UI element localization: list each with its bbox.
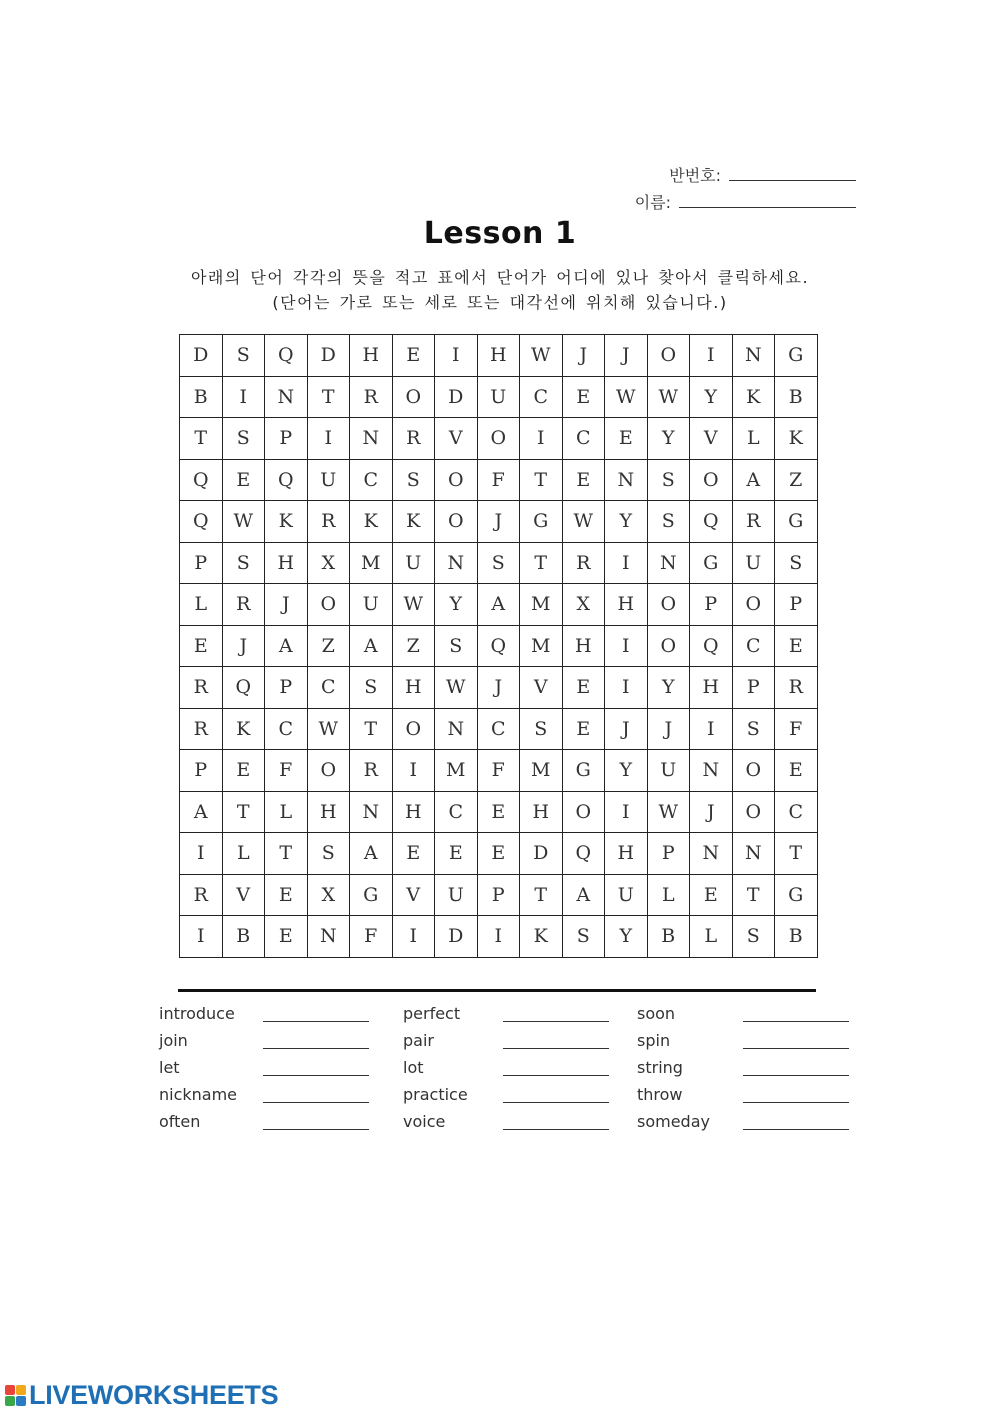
word-label: someday: [637, 1112, 710, 1131]
grid-cell[interactable]: N: [732, 335, 775, 377]
word-label: often: [159, 1112, 201, 1131]
class-number-field: [669, 163, 856, 186]
grid-cell[interactable]: W: [520, 335, 563, 377]
grid-cell[interactable]: C: [520, 376, 563, 418]
grid-cell[interactable]: T: [265, 833, 308, 875]
grid-cell[interactable]: J: [605, 708, 648, 750]
class-number-blank[interactable]: [729, 166, 856, 181]
grid-cell[interactable]: E: [180, 625, 223, 667]
grid-cell[interactable]: E: [775, 625, 818, 667]
grid-cell[interactable]: P: [180, 750, 223, 792]
grid-cell[interactable]: U: [477, 376, 520, 418]
grid-cell[interactable]: I: [605, 791, 648, 833]
grid-cell[interactable]: S: [775, 542, 818, 584]
grid-cell[interactable]: E: [562, 376, 605, 418]
grid-cell[interactable]: O: [732, 750, 775, 792]
grid-cell[interactable]: O: [690, 459, 733, 501]
grid-cell[interactable]: P: [775, 584, 818, 626]
grid-cell[interactable]: E: [435, 833, 478, 875]
grid-cell[interactable]: Y: [435, 584, 478, 626]
grid-cell[interactable]: O: [392, 708, 435, 750]
meaning-input[interactable]: [263, 1048, 369, 1049]
meaning-input[interactable]: [743, 1102, 849, 1103]
grid-cell[interactable]: L: [222, 833, 265, 875]
grid-cell[interactable]: H: [605, 833, 648, 875]
grid-cell[interactable]: E: [562, 667, 605, 709]
grid-cell[interactable]: E: [690, 874, 733, 916]
grid-cell[interactable]: Q: [562, 833, 605, 875]
grid-row: [180, 418, 818, 460]
grid-cell[interactable]: V: [222, 874, 265, 916]
grid-cell[interactable]: N: [435, 708, 478, 750]
grid-cell[interactable]: C: [562, 418, 605, 460]
name-blank[interactable]: [679, 193, 856, 208]
brand-blocks-icon: [5, 1385, 26, 1406]
meaning-input[interactable]: [263, 1129, 369, 1130]
grid-cell[interactable]: I: [392, 750, 435, 792]
grid-cell[interactable]: U: [435, 874, 478, 916]
grid-cell[interactable]: A: [732, 459, 775, 501]
grid-cell[interactable]: S: [222, 418, 265, 460]
grid-cell[interactable]: H: [392, 667, 435, 709]
grid-cell[interactable]: I: [392, 916, 435, 958]
grid-cell[interactable]: H: [477, 335, 520, 377]
grid-cell[interactable]: R: [222, 584, 265, 626]
grid-cell[interactable]: E: [477, 791, 520, 833]
grid-cell[interactable]: T: [350, 708, 393, 750]
grid-cell[interactable]: L: [265, 791, 308, 833]
grid-cell[interactable]: O: [477, 418, 520, 460]
grid-cell[interactable]: D: [520, 833, 563, 875]
grid-cell[interactable]: Y: [647, 418, 690, 460]
grid-cell[interactable]: O: [562, 791, 605, 833]
grid-row: [180, 667, 818, 709]
grid-cell[interactable]: U: [307, 459, 350, 501]
grid-cell[interactable]: C: [435, 791, 478, 833]
grid-cell[interactable]: R: [180, 708, 223, 750]
word-label: nickname: [159, 1085, 238, 1104]
grid-cell[interactable]: I: [222, 376, 265, 418]
grid-cell[interactable]: U: [392, 542, 435, 584]
grid-cell[interactable]: N: [265, 376, 308, 418]
grid-row: [180, 376, 818, 418]
grid-cell[interactable]: V: [520, 667, 563, 709]
grid-cell[interactable]: O: [435, 501, 478, 543]
grid-cell[interactable]: T: [775, 833, 818, 875]
grid-cell[interactable]: T: [222, 791, 265, 833]
meaning-input[interactable]: [503, 1102, 609, 1103]
grid-cell[interactable]: M: [520, 750, 563, 792]
divider: [178, 989, 816, 992]
grid-cell[interactable]: Q: [265, 459, 308, 501]
grid-cell[interactable]: E: [222, 459, 265, 501]
grid-cell[interactable]: Q: [265, 335, 308, 377]
grid-row: [180, 750, 818, 792]
grid-cell[interactable]: Q: [690, 625, 733, 667]
grid-cell[interactable]: D: [180, 335, 223, 377]
grid-cell[interactable]: C: [265, 708, 308, 750]
grid-row: [180, 501, 818, 543]
grid-cell[interactable]: E: [265, 874, 308, 916]
grid-cell[interactable]: L: [732, 418, 775, 460]
grid-cell[interactable]: S: [647, 459, 690, 501]
meaning-input[interactable]: [503, 1021, 609, 1022]
grid-cell[interactable]: C: [307, 667, 350, 709]
grid-cell[interactable]: Y: [690, 376, 733, 418]
grid-cell[interactable]: N: [647, 542, 690, 584]
grid-cell[interactable]: M: [520, 625, 563, 667]
grid-cell[interactable]: G: [562, 750, 605, 792]
grid-cell[interactable]: Y: [647, 667, 690, 709]
grid-cell[interactable]: K: [775, 418, 818, 460]
grid-cell[interactable]: G: [775, 335, 818, 377]
grid-cell[interactable]: V: [392, 874, 435, 916]
grid-cell[interactable]: G: [775, 501, 818, 543]
grid-cell[interactable]: W: [562, 501, 605, 543]
grid-cell[interactable]: Q: [180, 501, 223, 543]
grid-cell[interactable]: T: [520, 874, 563, 916]
grid-cell[interactable]: A: [265, 625, 308, 667]
grid-cell[interactable]: O: [647, 584, 690, 626]
grid-cell[interactable]: R: [562, 542, 605, 584]
grid-cell[interactable]: S: [392, 459, 435, 501]
grid-cell[interactable]: O: [307, 750, 350, 792]
grid-cell[interactable]: A: [350, 833, 393, 875]
grid-cell[interactable]: I: [605, 542, 648, 584]
grid-cell[interactable]: R: [307, 501, 350, 543]
grid-cell[interactable]: D: [435, 916, 478, 958]
meaning-input[interactable]: [503, 1075, 609, 1076]
grid-cell[interactable]: L: [180, 584, 223, 626]
grid-cell[interactable]: S: [477, 542, 520, 584]
meaning-input[interactable]: [743, 1048, 849, 1049]
word-label: let: [159, 1058, 180, 1077]
grid-cell[interactable]: S: [222, 542, 265, 584]
grid-cell[interactable]: E: [477, 833, 520, 875]
grid-row: [180, 335, 818, 377]
word-label: pair: [403, 1031, 434, 1050]
grid-cell[interactable]: E: [605, 418, 648, 460]
class-number-label: 반번호:: [669, 166, 721, 185]
grid-cell[interactable]: S: [647, 501, 690, 543]
grid-cell[interactable]: P: [265, 418, 308, 460]
grid-cell[interactable]: O: [307, 584, 350, 626]
grid-cell[interactable]: W: [307, 708, 350, 750]
grid-cell[interactable]: D: [307, 335, 350, 377]
grid-cell[interactable]: I: [690, 708, 733, 750]
meaning-input[interactable]: [743, 1075, 849, 1076]
grid-row: [180, 459, 818, 501]
grid-row: [180, 542, 818, 584]
grid-cell[interactable]: P: [647, 833, 690, 875]
grid-cell[interactable]: G: [520, 501, 563, 543]
grid-cell[interactable]: S: [562, 916, 605, 958]
grid-row: [180, 584, 818, 626]
grid-cell[interactable]: F: [775, 708, 818, 750]
grid-cell[interactable]: W: [647, 791, 690, 833]
brand-name: LIVEWORKSHEETS: [29, 1379, 279, 1410]
grid-cell[interactable]: V: [690, 418, 733, 460]
word-list: [159, 1004, 859, 1144]
grid-cell[interactable]: N: [690, 833, 733, 875]
grid-cell[interactable]: K: [265, 501, 308, 543]
grid-cell[interactable]: J: [477, 667, 520, 709]
grid-cell[interactable]: J: [562, 335, 605, 377]
grid-cell[interactable]: S: [732, 916, 775, 958]
grid-cell[interactable]: C: [732, 625, 775, 667]
grid-cell[interactable]: X: [307, 874, 350, 916]
meaning-input[interactable]: [743, 1129, 849, 1130]
grid-cell[interactable]: R: [350, 750, 393, 792]
grid-cell[interactable]: H: [690, 667, 733, 709]
grid-cell[interactable]: N: [690, 750, 733, 792]
grid-cell[interactable]: O: [647, 625, 690, 667]
grid-cell[interactable]: Z: [775, 459, 818, 501]
grid-cell[interactable]: N: [307, 916, 350, 958]
grid-cell[interactable]: X: [562, 584, 605, 626]
grid-cell[interactable]: W: [647, 376, 690, 418]
grid-cell[interactable]: Z: [392, 625, 435, 667]
grid-cell[interactable]: Q: [690, 501, 733, 543]
grid-cell[interactable]: I: [180, 833, 223, 875]
grid-cell[interactable]: S: [732, 708, 775, 750]
grid-cell[interactable]: H: [562, 625, 605, 667]
meaning-input[interactable]: [503, 1048, 609, 1049]
grid-cell[interactable]: A: [350, 625, 393, 667]
grid-cell[interactable]: N: [435, 542, 478, 584]
grid-cell[interactable]: S: [435, 625, 478, 667]
word-label: join: [159, 1031, 188, 1050]
grid-cell[interactable]: C: [350, 459, 393, 501]
grid-cell[interactable]: Y: [605, 750, 648, 792]
grid-cell[interactable]: E: [265, 916, 308, 958]
grid-cell[interactable]: D: [435, 376, 478, 418]
meaning-input[interactable]: [743, 1021, 849, 1022]
grid-cell[interactable]: P: [265, 667, 308, 709]
grid-cell[interactable]: O: [435, 459, 478, 501]
grid-cell[interactable]: E: [222, 750, 265, 792]
grid-cell[interactable]: F: [477, 459, 520, 501]
grid-cell[interactable]: O: [392, 376, 435, 418]
grid-cell[interactable]: E: [775, 750, 818, 792]
grid-cell[interactable]: K: [520, 916, 563, 958]
grid-cell[interactable]: L: [647, 874, 690, 916]
grid-cell[interactable]: I: [520, 418, 563, 460]
grid-cell[interactable]: B: [775, 916, 818, 958]
grid-cell[interactable]: A: [477, 584, 520, 626]
meaning-input[interactable]: [263, 1102, 369, 1103]
grid-cell[interactable]: S: [350, 667, 393, 709]
name-field: [635, 190, 856, 213]
grid-cell[interactable]: R: [775, 667, 818, 709]
grid-cell[interactable]: I: [690, 335, 733, 377]
grid-cell[interactable]: A: [562, 874, 605, 916]
page-title: Lesson 1: [423, 216, 577, 251]
grid-cell[interactable]: O: [732, 791, 775, 833]
grid-cell[interactable]: W: [222, 501, 265, 543]
grid-cell[interactable]: B: [222, 916, 265, 958]
grid-cell[interactable]: R: [732, 501, 775, 543]
name-label: 이름:: [634, 193, 671, 212]
grid-cell[interactable]: O: [647, 335, 690, 377]
grid-cell[interactable]: X: [307, 542, 350, 584]
grid-cell[interactable]: E: [392, 833, 435, 875]
grid-cell[interactable]: J: [647, 708, 690, 750]
grid-cell[interactable]: S: [520, 708, 563, 750]
grid-cell[interactable]: R: [392, 418, 435, 460]
grid-cell[interactable]: N: [350, 418, 393, 460]
grid-cell[interactable]: H: [350, 335, 393, 377]
meaning-input[interactable]: [263, 1075, 369, 1076]
grid-cell[interactable]: K: [222, 708, 265, 750]
grid-cell[interactable]: T: [520, 459, 563, 501]
grid-cell[interactable]: M: [350, 542, 393, 584]
grid-cell[interactable]: J: [690, 791, 733, 833]
grid-cell[interactable]: N: [350, 791, 393, 833]
grid-cell[interactable]: T: [180, 418, 223, 460]
grid-cell[interactable]: C: [477, 708, 520, 750]
grid-cell[interactable]: H: [307, 791, 350, 833]
grid-cell[interactable]: I: [605, 667, 648, 709]
grid-cell[interactable]: P: [477, 874, 520, 916]
grid-cell[interactable]: U: [647, 750, 690, 792]
grid-row: [180, 708, 818, 750]
word-search-grid: [179, 334, 818, 958]
grid-cell[interactable]: E: [562, 459, 605, 501]
grid-cell[interactable]: H: [265, 542, 308, 584]
grid-cell[interactable]: E: [392, 335, 435, 377]
meaning-input[interactable]: [263, 1021, 369, 1022]
grid-row: [180, 916, 818, 958]
grid-cell[interactable]: T: [520, 542, 563, 584]
grid-cell[interactable]: Q: [222, 667, 265, 709]
grid-cell[interactable]: L: [690, 916, 733, 958]
grid-cell[interactable]: S: [307, 833, 350, 875]
grid-cell[interactable]: M: [520, 584, 563, 626]
grid-cell[interactable]: K: [350, 501, 393, 543]
grid-cell[interactable]: F: [265, 750, 308, 792]
grid-cell[interactable]: T: [307, 376, 350, 418]
grid-cell[interactable]: V: [435, 418, 478, 460]
grid-cell[interactable]: P: [690, 584, 733, 626]
grid-cell[interactable]: R: [180, 874, 223, 916]
grid-cell[interactable]: E: [562, 708, 605, 750]
grid-cell[interactable]: Q: [180, 459, 223, 501]
grid-cell[interactable]: P: [732, 667, 775, 709]
word-label: introduce: [159, 1004, 235, 1023]
grid-cell[interactable]: M: [435, 750, 478, 792]
grid-cell[interactable]: Y: [605, 501, 648, 543]
grid-cell[interactable]: I: [605, 625, 648, 667]
brand-logo: [5, 1379, 278, 1411]
grid-cell[interactable]: K: [732, 376, 775, 418]
grid-cell[interactable]: Q: [477, 625, 520, 667]
word-label: soon: [637, 1004, 676, 1023]
grid-cell[interactable]: O: [732, 584, 775, 626]
grid-cell[interactable]: P: [180, 542, 223, 584]
grid-cell[interactable]: G: [775, 874, 818, 916]
grid-cell[interactable]: J: [477, 501, 520, 543]
grid-cell[interactable]: T: [732, 874, 775, 916]
grid-cell[interactable]: B: [775, 376, 818, 418]
instruction-line-1: 아래의 단어 각각의 뜻을 적고 표에서 단어가 어디에 있나 찾아서 클릭하세요.: [190, 268, 810, 287]
grid-cell[interactable]: G: [350, 874, 393, 916]
grid-cell[interactable]: U: [605, 874, 648, 916]
grid-cell[interactable]: I: [307, 418, 350, 460]
word-label: practice: [403, 1085, 468, 1104]
word-label: throw: [637, 1085, 683, 1104]
grid-cell[interactable]: H: [392, 791, 435, 833]
grid-cell[interactable]: I: [477, 916, 520, 958]
grid-cell[interactable]: W: [435, 667, 478, 709]
grid-cell[interactable]: H: [605, 584, 648, 626]
instruction-line-2: (단어는 가로 또는 세로 또는 대각선에 위치해 있습니다.): [272, 293, 728, 312]
grid-row: [180, 625, 818, 667]
grid-row: [180, 791, 818, 833]
grid-cell[interactable]: U: [350, 584, 393, 626]
grid-cell[interactable]: H: [520, 791, 563, 833]
grid-cell[interactable]: S: [222, 335, 265, 377]
grid-cell[interactable]: B: [180, 376, 223, 418]
grid-cell[interactable]: W: [392, 584, 435, 626]
word-label: string: [637, 1058, 683, 1077]
grid-cell[interactable]: U: [732, 542, 775, 584]
grid-cell[interactable]: J: [605, 335, 648, 377]
grid-cell[interactable]: F: [477, 750, 520, 792]
grid-cell[interactable]: J: [265, 584, 308, 626]
grid-row: [180, 833, 818, 875]
grid-cell[interactable]: B: [647, 916, 690, 958]
grid-cell[interactable]: K: [392, 501, 435, 543]
grid-cell[interactable]: I: [180, 916, 223, 958]
grid-cell[interactable]: N: [605, 459, 648, 501]
grid-cell[interactable]: G: [690, 542, 733, 584]
grid-cell[interactable]: F: [350, 916, 393, 958]
grid-cell[interactable]: J: [222, 625, 265, 667]
meaning-input[interactable]: [503, 1129, 609, 1130]
word-label: spin: [637, 1031, 671, 1050]
grid-cell[interactable]: N: [732, 833, 775, 875]
grid-cell[interactable]: C: [775, 791, 818, 833]
grid-cell[interactable]: Y: [605, 916, 648, 958]
grid-cell[interactable]: I: [435, 335, 478, 377]
grid-cell[interactable]: Z: [307, 625, 350, 667]
word-label: lot: [403, 1058, 424, 1077]
grid-row: [180, 874, 818, 916]
grid-cell[interactable]: R: [350, 376, 393, 418]
grid-cell[interactable]: A: [180, 791, 223, 833]
word-label: voice: [403, 1112, 446, 1131]
grid-cell[interactable]: W: [605, 376, 648, 418]
word-label: perfect: [403, 1004, 461, 1023]
grid-cell[interactable]: R: [180, 667, 223, 709]
